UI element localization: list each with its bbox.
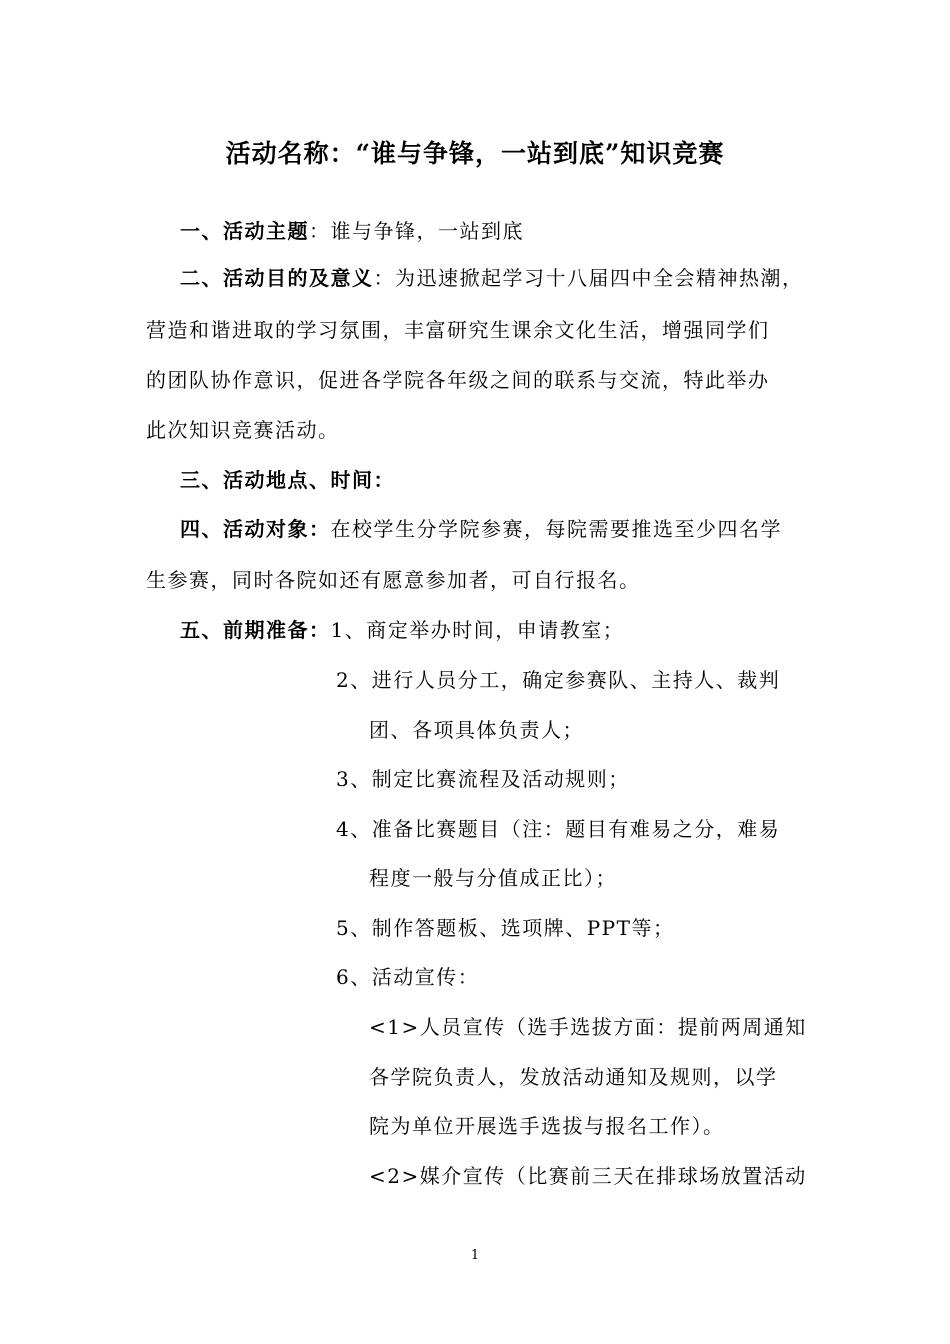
section-2-line-3: 的团队协作意识，促进各学院各年级之间的联系与交流，特此举办	[146, 368, 770, 392]
section-1-heading: 一、活动主题	[180, 219, 309, 243]
sub-item-1-line-3: 院为单位开展选手选拔与报名工作）。	[369, 1114, 725, 1138]
sub-item-2-line-1: <2>媒介宣传（比赛前三天在排球场放置活动	[369, 1164, 807, 1188]
sub-item-1-line-1: <1>人员宣传（选手选拔方面：提前两周通知	[369, 1015, 807, 1039]
section-1-line	[180, 215, 524, 244]
prep-item-6: 6、活动宣传：	[336, 965, 480, 989]
section-2-line-4: 此次知识竞赛活动。	[146, 418, 340, 442]
sub-item-1-line-2: 各学院负责人，发放活动通知及规则，以学	[369, 1065, 778, 1089]
prep-item-5: 5、制作答题板、选项牌、PPT等；	[336, 916, 675, 940]
prep-item-4-line-2: 程度一般与分值成正比）；	[369, 866, 617, 890]
prep-item-3: 3、制定比赛流程及活动规则；	[336, 767, 630, 791]
prep-item-2-line-1: 2、进行人员分工，确定参赛队、主持人、裁判	[336, 668, 781, 692]
section-4-heading: 四、活动对象：	[180, 517, 331, 541]
section-2-line-2: 营造和谐进取的学习氛围，丰富研究生课余文化生活，增强同学们	[146, 318, 770, 342]
section-4-line-2: 生参赛，同时各院如还有愿意参加者，可自行报名。	[146, 568, 641, 592]
section-4-text-1: 在校学生分学院参赛，每院需要推选至少四名学	[330, 517, 782, 541]
section-5-line	[180, 614, 624, 643]
section-2-heading: 二、活动目的及意义	[180, 266, 374, 290]
section-2-line-1	[180, 262, 804, 291]
prep-item-1: 1、商定举办时间，申请教室；	[330, 618, 625, 642]
prep-item-2-line-2: 团、各项具体负责人；	[369, 718, 584, 742]
section-3-heading: 三、活动地点、时间：	[180, 468, 395, 492]
section-1-text: ：谁与争锋，一站到底	[309, 219, 524, 243]
page-number: 1	[470, 1248, 480, 1263]
section-2-text-1: ：为迅速掀起学习十八届四中全会精神热潮，	[373, 266, 804, 290]
prep-item-4-line-1: 4、准备比赛题目（注：题目有难易之分，难易	[336, 817, 781, 841]
document-title: 活动名称：“谁与争锋，一站到底”知识竞赛	[225, 139, 725, 168]
section-5-heading: 五、前期准备：	[180, 618, 331, 642]
section-4-line-1	[180, 513, 782, 542]
